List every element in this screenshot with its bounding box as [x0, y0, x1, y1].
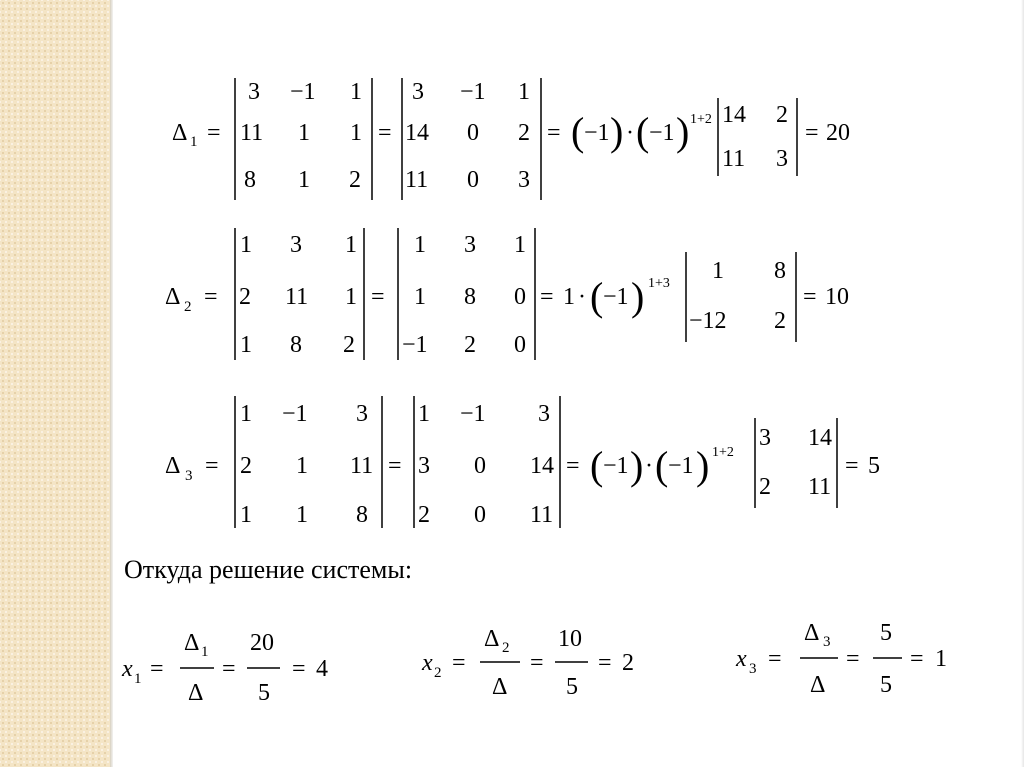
matrix-cell: 0 [474, 453, 486, 479]
matrix-cell: 3 [759, 425, 771, 451]
matrix-cell: 11 [722, 146, 746, 172]
matrix-cell: 0 [467, 167, 479, 193]
matrix-cell: 0 [514, 284, 526, 310]
matrix-cell: 2 [418, 502, 430, 528]
matrix-cell: −1 [460, 79, 486, 105]
right-paren: ) [610, 109, 624, 154]
delta-symbol: Δ [172, 120, 188, 146]
equals-sign: = [805, 120, 819, 146]
fraction-numerator: Δ [804, 620, 820, 646]
fraction-numerator: 20 [250, 630, 274, 656]
equals-sign: = [452, 650, 466, 676]
equals-sign: = [205, 453, 219, 479]
determinant-result: 20 [826, 120, 850, 146]
left-paren: ( [590, 443, 604, 488]
factor-value: 1 [563, 284, 575, 310]
matrix-cell: 8 [464, 284, 476, 310]
matrix-cell: 8 [774, 258, 786, 284]
multiply-dot: · [578, 284, 586, 310]
equals-sign: = [547, 120, 561, 146]
matrix-cell: 1 [298, 167, 310, 193]
fraction-numerator: Δ [184, 630, 200, 656]
matrix-cell: 14 [530, 453, 554, 479]
right-paren: ) [676, 109, 690, 154]
matrix-cell: 1 [296, 453, 308, 479]
matrix-cell: 3 [248, 79, 260, 105]
equals-sign: = [371, 284, 385, 310]
equals-sign: = [803, 284, 817, 310]
factor-value: −1 [603, 453, 629, 479]
variable-index: 3 [749, 661, 757, 677]
equals-sign: = [530, 650, 544, 676]
right-paren: ) [630, 443, 644, 488]
matrix-cell: 2 [240, 453, 252, 479]
variable-index: 2 [434, 665, 442, 681]
matrix-cell: 1 [418, 401, 430, 427]
determinant-result: 5 [868, 453, 880, 479]
delta-index: 3 [185, 468, 193, 484]
equals-sign: = [566, 453, 580, 479]
delta-symbol: Δ [165, 453, 181, 479]
matrix-cell: 2 [518, 120, 530, 146]
solution-caption: Откуда решение системы: [124, 555, 413, 584]
matrix-cell: 11 [240, 120, 264, 146]
matrix-cell: 11 [530, 502, 554, 528]
matrix-cell: 3 [518, 167, 530, 193]
multiply-dot: · [645, 453, 653, 479]
equals-sign: = [598, 650, 612, 676]
matrix-cell: 1 [350, 79, 362, 105]
matrix-cell: 11 [285, 284, 309, 310]
solution-result: 4 [316, 656, 328, 682]
matrix-cell: 2 [349, 167, 361, 193]
matrix-cell: 1 [296, 502, 308, 528]
variable: x [122, 656, 133, 682]
variable-index: 1 [134, 671, 142, 687]
solution-x2 [421, 626, 634, 700]
matrix-cell: 3 [538, 401, 550, 427]
multiply-dot: · [626, 120, 634, 146]
matrix-cell: −12 [689, 308, 727, 334]
matrix-cell: 2 [759, 474, 771, 500]
factor-value: −1 [584, 120, 610, 146]
fraction-numerator-index: 1 [201, 644, 209, 660]
delta-3-calculation [165, 396, 880, 528]
matrix-cell: −1 [402, 332, 428, 358]
solution-x1 [121, 630, 328, 706]
matrix-cell: 1 [240, 401, 252, 427]
factor-value: −1 [668, 453, 694, 479]
left-paren: ( [655, 443, 669, 488]
matrix-cell: 2 [774, 308, 786, 334]
matrix-cell: 14 [405, 120, 429, 146]
exponent: 1+2 [690, 112, 712, 127]
equals-sign: = [378, 120, 392, 146]
solution-x3 [735, 620, 947, 698]
matrix-cell: 8 [356, 502, 368, 528]
solution-result: 2 [622, 650, 634, 676]
matrix-cell: 1 [518, 79, 530, 105]
variable: x [736, 646, 747, 672]
determinant-result: 10 [825, 284, 849, 310]
equals-sign: = [540, 284, 554, 310]
matrix-cell: 0 [514, 332, 526, 358]
variable: x [422, 650, 433, 676]
exponent: 1+3 [648, 276, 670, 291]
matrix-cell: 0 [474, 502, 486, 528]
equals-sign: = [150, 656, 164, 682]
right-paren: ) [696, 443, 710, 488]
matrix-cell: 1 [298, 120, 310, 146]
matrix-cell: 1 [712, 258, 724, 284]
delta-1-calculation [172, 78, 850, 200]
fraction-numerator: Δ [484, 626, 500, 652]
fraction-denominator: 5 [880, 672, 892, 698]
matrix-cell: 3 [290, 232, 302, 258]
delta-index: 1 [190, 134, 198, 150]
matrix-cell: 8 [290, 332, 302, 358]
fraction-denominator: 5 [258, 680, 270, 706]
left-paren: ( [571, 109, 585, 154]
matrix-cell: 3 [356, 401, 368, 427]
matrix-cell: 1 [240, 332, 252, 358]
matrix-cell: 2 [239, 284, 251, 310]
equals-sign: = [910, 646, 924, 672]
matrix-cell: 11 [405, 167, 429, 193]
equals-sign: = [204, 284, 218, 310]
matrix-cell: 3 [412, 79, 424, 105]
matrix-cell: 14 [722, 102, 746, 128]
matrix-cell: 2 [464, 332, 476, 358]
fraction-numerator: 10 [558, 626, 582, 652]
matrix-cell: 2 [776, 102, 788, 128]
left-paren: ( [590, 274, 604, 319]
matrix-cell: 1 [345, 232, 357, 258]
exponent: 1+2 [712, 445, 734, 460]
equals-sign: = [222, 656, 236, 682]
equals-sign: = [768, 646, 782, 672]
delta-2-calculation [165, 228, 849, 360]
delta-symbol: Δ [165, 284, 181, 310]
equals-sign: = [207, 120, 221, 146]
delta-index: 2 [184, 299, 192, 315]
matrix-cell: 2 [343, 332, 355, 358]
fraction-denominator: Δ [188, 680, 204, 706]
matrix-cell: 1 [350, 120, 362, 146]
factor-value: −1 [603, 284, 629, 310]
fraction-numerator-index: 2 [502, 640, 510, 656]
matrix-cell: 1 [414, 232, 426, 258]
matrix-cell: 1 [240, 502, 252, 528]
left-paren: ( [636, 109, 650, 154]
matrix-cell: 3 [776, 146, 788, 172]
matrix-cell: 1 [514, 232, 526, 258]
matrix-cell: 3 [418, 453, 430, 479]
matrix-cell: −1 [282, 401, 308, 427]
solution-result: 1 [935, 646, 947, 672]
equals-sign: = [292, 656, 306, 682]
matrix-cell: −1 [290, 79, 316, 105]
matrix-cell: 1 [240, 232, 252, 258]
right-paren: ) [631, 274, 645, 319]
matrix-cell: 1 [345, 284, 357, 310]
equals-sign: = [388, 453, 402, 479]
fraction-denominator: Δ [492, 674, 508, 700]
fraction-denominator: 5 [566, 674, 578, 700]
matrix-cell: −1 [460, 401, 486, 427]
fraction-numerator-index: 3 [823, 634, 831, 650]
equals-sign: = [846, 646, 860, 672]
matrix-cell: 1 [414, 284, 426, 310]
fraction-denominator: Δ [810, 672, 826, 698]
equals-sign: = [845, 453, 859, 479]
matrix-cell: 3 [464, 232, 476, 258]
fraction-numerator: 5 [880, 620, 892, 646]
matrix-cell: 14 [808, 425, 832, 451]
matrix-cell: 11 [808, 474, 832, 500]
matrix-cell: 11 [350, 453, 374, 479]
factor-value: −1 [649, 120, 675, 146]
matrix-cell: 0 [467, 120, 479, 146]
matrix-cell: 8 [244, 167, 256, 193]
